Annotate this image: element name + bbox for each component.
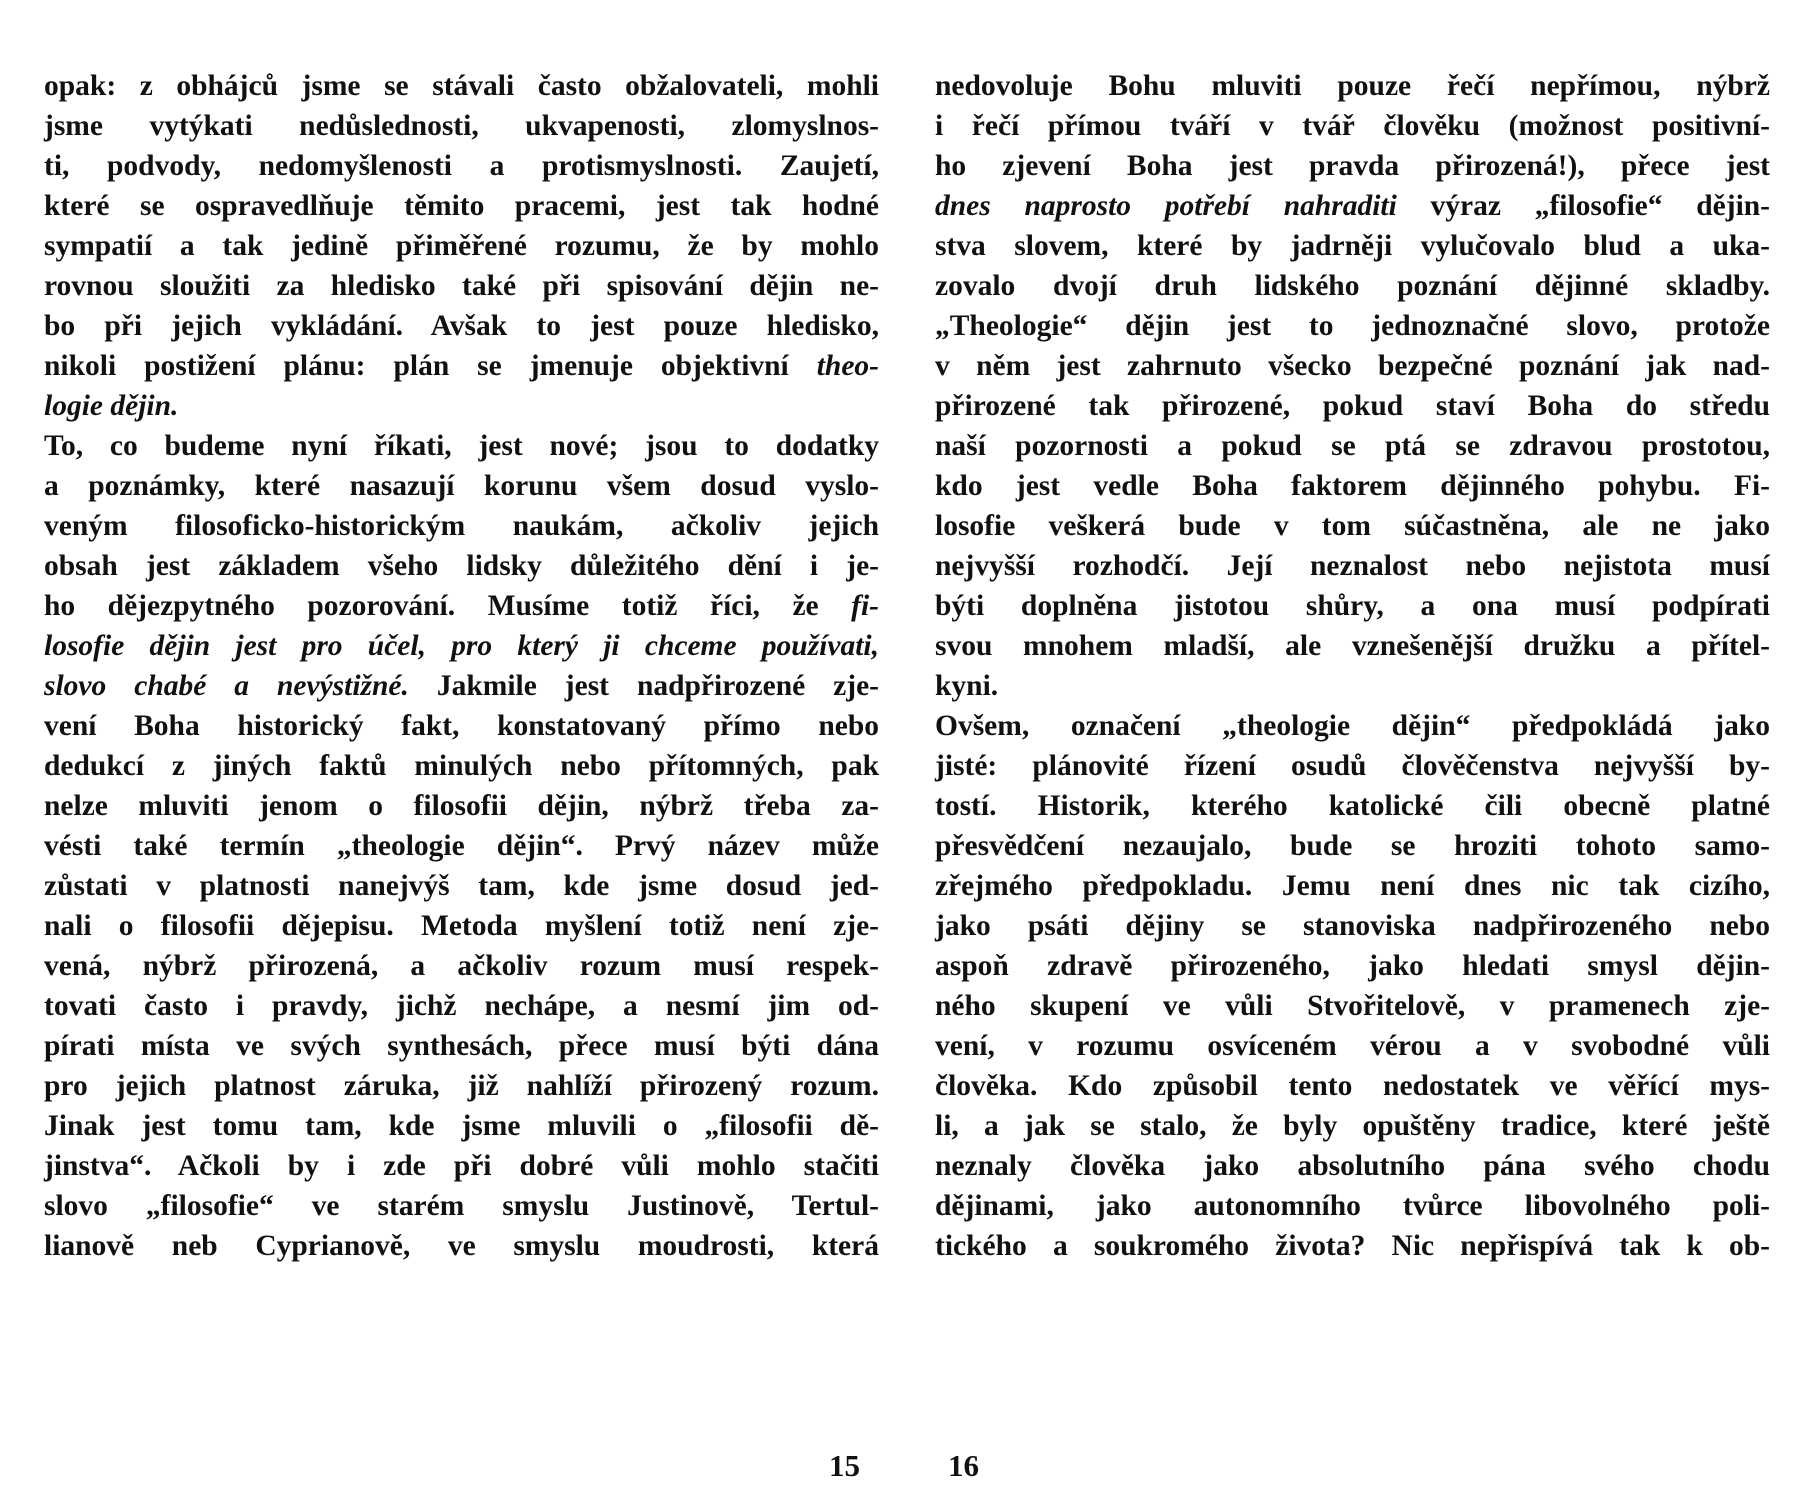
line-text: vení, v rozumu osvíceném vérou a v svobodné vůli [935, 1030, 1770, 1062]
line-text: vená, nýbrž přirozená, a ačkoliv rozum musí respek- [44, 950, 879, 982]
text-line [935, 746, 1770, 786]
line-text: nejvyšší rozhodčí. Její neznalost nebo nejistota musí [935, 550, 1770, 582]
italic-text: logie dějin. [44, 390, 179, 422]
text-line [44, 1226, 879, 1266]
line-text: slovo „filosofie“ ve starém smyslu Justinově, Tertul- [44, 1190, 879, 1222]
line-text: nelze mluviti jenom o filosofii dějin, nýbrž třeba za- [44, 790, 879, 822]
text-line [44, 506, 879, 546]
text-line [935, 826, 1770, 866]
line-text: To, co budeme nyní říkati, jest nové; jsou to dodatky [44, 430, 879, 462]
text-line [44, 386, 879, 426]
text-line [935, 266, 1770, 306]
line-text: přesvědčení nezaujalo, bude se hroziti tohoto samo- [935, 830, 1770, 862]
line-text: lianově neb Cyprianově, ve smyslu moudrosti, která [44, 1230, 879, 1262]
text-line [44, 786, 879, 826]
text-line [44, 226, 879, 266]
line-text: přirozené tak přirozené, pokud staví Boha do středu [935, 390, 1770, 422]
text-line [935, 1066, 1770, 1106]
text-line [44, 66, 879, 106]
text-line [44, 1106, 879, 1146]
line-text: jinstva“. Ačkoli by i zde při dobré vůli mohlo stačiti [44, 1150, 879, 1182]
line-text: dějinami, jako autonomního tvůrce libovolného poli- [935, 1190, 1770, 1222]
text-line [935, 466, 1770, 506]
line-text: neznaly člověka jako absolutního pána svého chodu [935, 1150, 1770, 1182]
line-text: a poznámky, které nasazují korunu všem dosud vyslo- [44, 470, 879, 502]
line-text: Jinak jest tomu tam, kde jsme mluvili o „filosofii dě- [44, 1110, 879, 1142]
line-text: výraz „filosofie“ dějin- [1396, 190, 1771, 222]
line-text: „Theologie“ dějin jest to jednoznačné slovo, protože [935, 310, 1770, 342]
text-line [935, 546, 1770, 586]
italic-text: theo- [816, 350, 879, 382]
page-number-right: 16 [948, 1448, 979, 1483]
line-text: tického a soukromého života? Nic nepřispívá tak k ob- [935, 1230, 1770, 1262]
text-line [935, 586, 1770, 626]
line-text: zovalo dvojí druh lidského poznání dějinné skladby. [935, 270, 1770, 302]
line-text: kyni. [935, 670, 999, 702]
line-text: v něm jest zahrnuto všecko bezpečné poznání jak nad- [935, 350, 1770, 382]
line-text: nedovoluje Bohu mluviti pouze řečí nepřímou, nýbrž [935, 70, 1770, 102]
line-text: ho zjevení Boha jest pravda přirozená!), přece jest [935, 150, 1770, 182]
text-line [935, 66, 1770, 106]
line-text: obsah jest základem všeho lidsky důležitého dění i je- [44, 550, 879, 582]
text-line [44, 666, 879, 706]
line-text: stva slovem, které by jadrněji vylučovalo blud a uka- [935, 230, 1770, 262]
line-text: jisté: plánovité řízení osudů člověčenstva nejvyšší by- [935, 750, 1770, 782]
text-line [44, 546, 879, 586]
line-text: rovnou sloužiti za hledisko také při spisování dějin ne- [44, 270, 879, 302]
text-line [935, 866, 1770, 906]
line-text: ného skupení ve vůli Stvořitelově, v pramenech zje- [935, 990, 1770, 1022]
text-line [935, 1146, 1770, 1186]
text-line [44, 426, 879, 466]
line-text: aspoň zdravě přirozeného, jako hledati smysl dějin- [935, 950, 1770, 982]
text-line [44, 106, 879, 146]
line-text: Ovšem, označení „theologie dějin“ předpokládá jako [935, 710, 1770, 742]
line-text: které se ospravedlňuje těmito pracemi, jest tak hodné [44, 190, 879, 222]
text-line [935, 946, 1770, 986]
line-text: vení Boha historický fakt, konstatovaný přímo nebo [44, 710, 879, 742]
text-line [44, 1026, 879, 1066]
line-text: jsme vytýkati nedůslednosti, ukvapenosti, zlomyslnos- [44, 110, 879, 142]
line-text: opak: z obhájců jsme se stávali často obžalovateli, mohli [44, 70, 879, 102]
text-line [44, 706, 879, 746]
text-line [44, 266, 879, 306]
text-line [44, 826, 879, 866]
text-line [44, 986, 879, 1026]
line-text: sympatií a tak jedině přiměřené rozumu, že by mohlo [44, 230, 879, 262]
text-line [935, 1186, 1770, 1226]
text-line [935, 906, 1770, 946]
text-line [935, 786, 1770, 826]
line-text: jako psáti dějiny se stanoviska nadpřirozeného nebo [935, 910, 1770, 942]
text-line [44, 466, 879, 506]
line-text: tovati často i pravdy, jichž nechápe, a nesmí jim od- [44, 990, 879, 1022]
text-line [44, 946, 879, 986]
line-text: naší pozornosti a pokud se ptá se zdravou prostotou, [935, 430, 1770, 462]
italic-text: dnes naprosto potřebí nahraditi [935, 190, 1397, 222]
text-line [44, 346, 879, 386]
line-text: zřejmého předpokladu. Jemu není dnes nic tak cizího, [935, 870, 1770, 902]
text-line [44, 906, 879, 946]
line-text: člověka. Kdo způsobil tento nedostatek ve věřící mys- [935, 1070, 1770, 1102]
text-line [935, 186, 1770, 226]
line-text: pírati místa ve svých synthesách, přece musí býti dána [44, 1030, 879, 1062]
line-text: losofie veškerá bude v tom súčastněna, ale ne jako [935, 510, 1770, 542]
text-line [935, 426, 1770, 466]
text-line [935, 346, 1770, 386]
text-line [44, 586, 879, 626]
text-line [935, 506, 1770, 546]
left-page [44, 66, 879, 1266]
line-text: ho dějezpytného pozorování. Musíme totiž říci, že [44, 590, 852, 622]
text-line [44, 1146, 879, 1186]
text-line [935, 146, 1770, 186]
line-text: ti, podvody, nedomyšlenosti a protismyslnosti. Zaujetí, [44, 150, 879, 182]
line-text: zůstati v platnosti nanejvýš tam, kde jsme dosud jed- [44, 870, 879, 902]
italic-text: slovo chabé a nevýstižné. [44, 670, 409, 702]
line-text: vésti také termín „theologie dějin“. Prvý název může [44, 830, 879, 862]
right-page [935, 66, 1770, 1266]
line-text: nali o filosofii dějepisu. Metoda myšlení totiž není zje- [44, 910, 879, 942]
line-text: Jakmile jest nadpřirozené zje- [408, 670, 880, 702]
text-line [935, 1226, 1770, 1266]
line-text: pro jejich platnost záruka, již nahlíží přirozený rozum. [44, 1070, 879, 1102]
text-line [935, 986, 1770, 1026]
line-text: li, a jak se stalo, že byly opuštěny tradice, které ještě [935, 1110, 1770, 1142]
text-line [935, 706, 1770, 746]
text-line [44, 146, 879, 186]
text-line [935, 1106, 1770, 1146]
text-line [44, 186, 879, 226]
text-line [935, 226, 1770, 266]
page-number-left: 15 [829, 1448, 860, 1483]
text-line [44, 866, 879, 906]
line-text: nikoli postižení plánu: plán se jmenuje objektivní [44, 350, 817, 382]
line-text: i řečí přímou tváří v tvář člověku (možnost positivní- [935, 110, 1770, 142]
line-text: veným filosoficko-historickým naukám, ačkoliv jejich [44, 510, 879, 542]
line-text: dedukcí z jiných faktů minulých nebo přítomných, pak [44, 750, 879, 782]
line-text: bo při jejich vykládání. Avšak to jest pouze hledisko, [44, 310, 879, 342]
line-text: býti doplněna jistotou shůry, a ona musí podpírati [935, 590, 1770, 622]
text-line [935, 306, 1770, 346]
text-line [44, 1066, 879, 1106]
text-line [44, 746, 879, 786]
italic-text: fi- [851, 590, 879, 622]
text-line [44, 626, 879, 666]
text-line [935, 106, 1770, 146]
line-text: tostí. Historik, kterého katolické čili obecně platné [935, 790, 1770, 822]
text-line [935, 386, 1770, 426]
italic-text: losofie dějin jest pro účel, pro který ji chceme používati, [44, 630, 879, 662]
text-line [44, 306, 879, 346]
text-line [935, 1026, 1770, 1066]
text-line [935, 666, 1770, 706]
text-line [44, 1186, 879, 1226]
line-text: svou mnohem mladší, ale vznešenější družku a přítel- [935, 630, 1770, 662]
line-text: kdo jest vedle Boha faktorem dějinného pohybu. Fi- [935, 470, 1770, 502]
text-line [935, 626, 1770, 666]
